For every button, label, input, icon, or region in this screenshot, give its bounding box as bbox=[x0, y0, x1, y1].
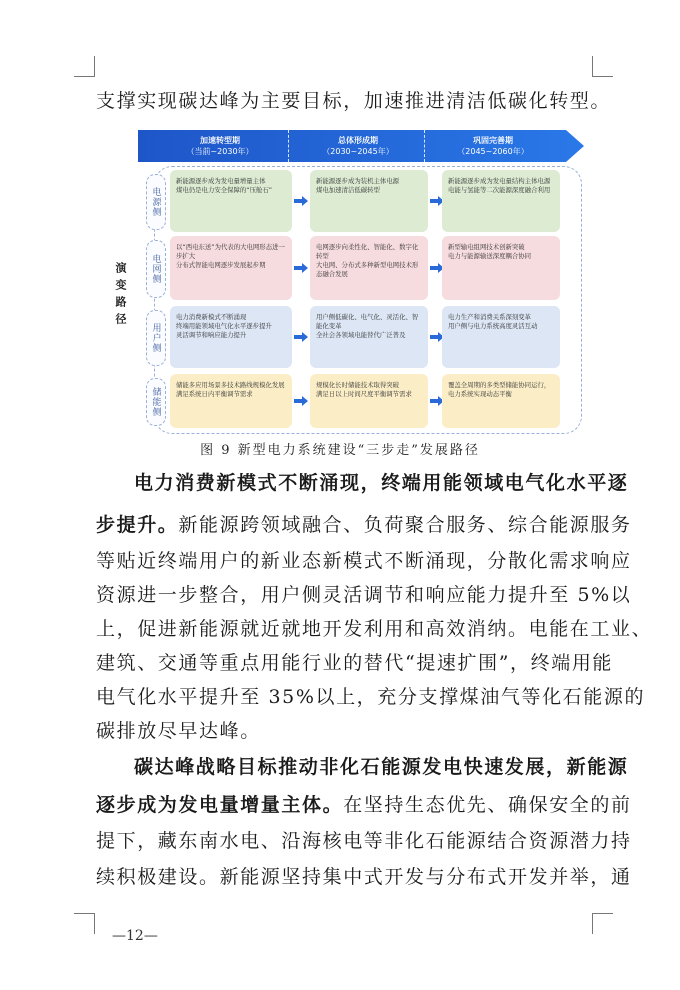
bullet-item: 满足系统日内平衡调节需求 bbox=[176, 390, 253, 398]
bullet-item: 电网逐步向柔性化、智能化、数字化转型 bbox=[316, 243, 419, 260]
para1-line-5: 上，促进新能源就近就地开发利用和高效消纳。电能在工业、 bbox=[96, 618, 653, 640]
intro-text-line: 支撑实现碳达峰为主要目标，加速推进清洁低碳化转型。 bbox=[96, 90, 612, 112]
stage-box bbox=[310, 374, 428, 428]
figure-caption: 图 9 新型电力系统建设“三步走”发展路径 bbox=[200, 443, 480, 458]
bullet-item: 电力消费新模式不断涌现 bbox=[176, 313, 247, 321]
stage-box bbox=[442, 236, 560, 300]
right-arrow-icon bbox=[294, 263, 308, 273]
bullet-item: 新能源逐步成为发电量增量主体 bbox=[176, 177, 266, 185]
para2-line-2 bbox=[96, 790, 632, 817]
right-arrow-icon bbox=[294, 396, 308, 406]
bullet-item: 用户侧低碳化、电气化、灵活化、智能化变革 bbox=[316, 313, 419, 330]
para1-line-3: 等贴近终端用户的新业态新模式不断涌现，分散化需求响应 bbox=[96, 550, 632, 572]
phase-1-period: （当前~2030年） bbox=[186, 147, 254, 156]
stage-box bbox=[170, 374, 292, 428]
crop-mark-bottom-left bbox=[74, 913, 95, 934]
bullet-item: 新能源逐步成为发电量结构主体电源 bbox=[448, 177, 551, 185]
stage-box bbox=[442, 170, 560, 232]
stage-box bbox=[310, 236, 428, 300]
phase-2 bbox=[292, 128, 424, 164]
right-arrow-icon bbox=[294, 332, 308, 342]
bullet-item: 覆盖全周期的多类型储能协同运行，电力系统实现动态平衡 bbox=[448, 381, 551, 398]
row-label: 储能侧 bbox=[146, 378, 166, 426]
para1-line-7: 电气化水平提升至 35%以上，充分支撑煤油气等化石能源的 bbox=[96, 686, 646, 708]
bullet-item: 终端用能领域电气化水平逐步提升 bbox=[176, 322, 272, 330]
bullet-item: 煤电仍是电力安全保障的“压舱石” bbox=[176, 186, 273, 194]
figure-three-step-path bbox=[114, 128, 584, 433]
phase-1-name: 加速转型期 bbox=[200, 136, 240, 145]
stage-box bbox=[442, 306, 560, 368]
para1-bold-lead: 电力消费新模式不断涌现，终端用能领域电气化水平逐 bbox=[134, 472, 629, 494]
phase-divider bbox=[424, 130, 425, 162]
row-label: 电源侧 bbox=[146, 174, 166, 230]
para1-text: 新能源跨领域融合、负荷聚合服务、综合能源服务 bbox=[178, 514, 632, 536]
stage-box bbox=[310, 306, 428, 368]
bullet-item: 规模化长时储能技术取得突破 bbox=[316, 381, 400, 389]
bullet-item: 以“西电东送”为代表的大电网形态进一步扩大 bbox=[176, 243, 285, 260]
row-label: 电网侧 bbox=[146, 240, 166, 298]
para1-line-2 bbox=[96, 510, 632, 537]
para2-line-4: 续积极建设。新能源坚持集中式开发与分布式开发并举，通 bbox=[96, 866, 632, 888]
bullet-item: 煤电加速清洁低碳转型 bbox=[316, 186, 380, 194]
bullet-item: 电力生产和消费关系深刻变革 bbox=[448, 313, 532, 321]
page-number: —12— bbox=[112, 928, 158, 944]
phase-3-name: 巩固完善期 bbox=[473, 136, 513, 145]
stage-box bbox=[442, 374, 560, 428]
bullet-item: 分布式智能电网逐步发展起步期 bbox=[176, 261, 266, 269]
phase-divider bbox=[288, 130, 289, 162]
bullet-item: 电力与能源输送深度耦合协同 bbox=[448, 252, 532, 260]
para2-bold-tail: 逐步成为发电量增量主体。 bbox=[96, 794, 344, 816]
phase-3 bbox=[428, 128, 558, 164]
para2-line-3: 提下，藏东南水电、沿海核电等非化石能源结合资源潜力持 bbox=[96, 830, 632, 852]
phase-1 bbox=[152, 128, 288, 164]
stage-box bbox=[170, 306, 292, 368]
right-arrow-icon bbox=[294, 196, 308, 206]
phase-3-period: （2045~2060年） bbox=[457, 147, 529, 156]
bullet-item: 用户侧与电力系统高度灵活互动 bbox=[448, 322, 538, 330]
para1-line-6: 建筑、交通等重点用能行业的替代“提速扩围”，终端用能 bbox=[96, 652, 614, 674]
para1-bold-tail: 步提升。 bbox=[96, 514, 179, 536]
stage-box bbox=[170, 236, 292, 300]
para1-line-4: 资源进一步整合，用户侧灵活调节和响应能力提升至 5%以 bbox=[96, 584, 632, 606]
bullet-item: 电能与氢能等二次能源深度融合利用 bbox=[448, 186, 551, 194]
para2-line-1 bbox=[134, 752, 629, 779]
phase-2-period: （2030~2045年） bbox=[322, 147, 394, 156]
bullet-item: 满足日以上时间尺度平衡调节需求 bbox=[316, 390, 412, 398]
crop-mark-bottom-right bbox=[592, 913, 613, 934]
stage-box bbox=[310, 170, 428, 232]
bullet-item: 储能多应用场景多技术路线规模化发展 bbox=[176, 381, 285, 389]
bullet-item: 新能源逐步成为装机主体电源 bbox=[316, 177, 400, 185]
bullet-item: 大电网、分布式多种新型电网技术形态融合发展 bbox=[316, 261, 419, 278]
evolution-path-label: 演变路径 bbox=[114, 262, 127, 330]
crop-mark-top-right bbox=[592, 56, 613, 77]
bullet-item: 全社会各领域电能替代广泛普及 bbox=[316, 331, 406, 339]
bullet-item: 灵活调节和响应能力提升 bbox=[176, 331, 247, 339]
para2-text: 在坚持生态优先、确保安全的前 bbox=[343, 794, 632, 816]
row-label: 用户侧 bbox=[146, 310, 166, 366]
phase-2-name: 总体形成期 bbox=[338, 136, 378, 145]
para2-bold-lead: 碳达峰战略目标推动非化石能源发电快速发展，新能源 bbox=[134, 756, 629, 778]
para1-line-8: 碳排放尽早达峰。 bbox=[96, 720, 261, 742]
para1-line-1 bbox=[134, 468, 629, 495]
bullet-item: 新型输电组网技术创新突破 bbox=[448, 243, 525, 251]
crop-mark-top-left bbox=[74, 56, 95, 77]
stage-box bbox=[170, 170, 292, 232]
